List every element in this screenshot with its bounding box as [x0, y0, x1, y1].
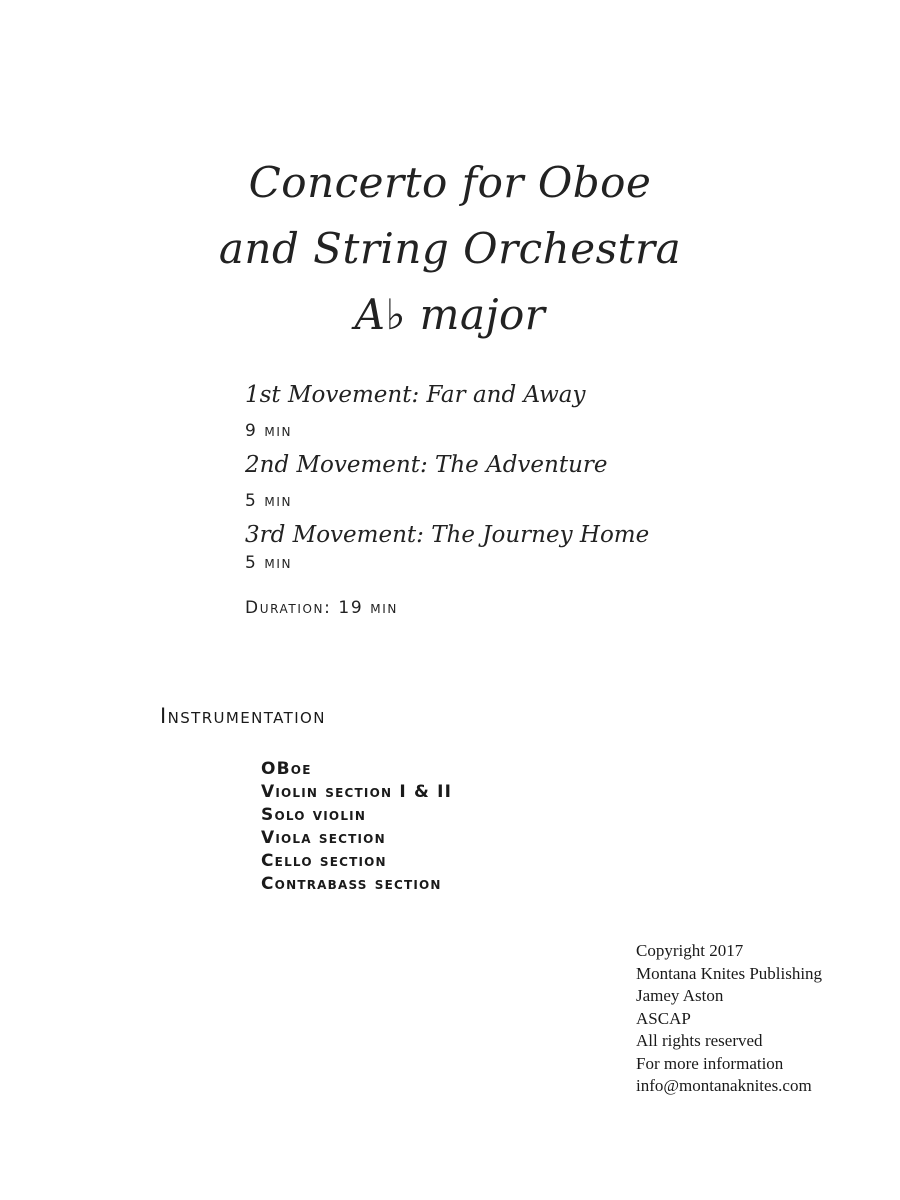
- movement-3-duration: 5 min: [245, 553, 293, 573]
- rights-organization: ASCAP: [636, 1008, 691, 1028]
- instrumentation-list: [261, 758, 452, 896]
- instrument-oboe: OBoe: [261, 759, 312, 779]
- copyright-block: [636, 940, 822, 1098]
- contact-email: info@montanaknites.com: [636, 1076, 812, 1095]
- movement-2-duration: 5 min: [245, 491, 293, 511]
- key-signature: A♭ major: [354, 290, 546, 339]
- instrument-solo-violin: Solo violin: [261, 805, 367, 825]
- title-line-2: and String Orchestra: [218, 224, 682, 273]
- publisher-name: Montana Knites Publishing: [636, 963, 823, 983]
- instrumentation-heading: Instrumentation: [160, 704, 326, 728]
- instrument-viola-section: Viola section: [261, 828, 386, 848]
- movement-1-duration: 9 min: [245, 421, 293, 441]
- rights-reserved: All rights reserved: [636, 1031, 763, 1050]
- composer-name: Jamey Aston: [636, 986, 724, 1005]
- movement-3-title: 3rd Movement: The Journey Home: [245, 522, 650, 548]
- title-block: [0, 150, 900, 348]
- total-duration: Duration: 19 min: [245, 598, 398, 618]
- copyright-year: Copyright 2017: [636, 941, 744, 960]
- info-label: For more information: [636, 1053, 784, 1073]
- movement-1-title: 1st Movement: Far and Away: [245, 382, 586, 408]
- instrument-contrabass-section: Contrabass section: [261, 874, 442, 894]
- title-line-1: Concerto for Oboe: [248, 158, 652, 207]
- instrument-cello-section: Cello section: [261, 851, 387, 871]
- movement-2-title: 2nd Movement: The Adventure: [245, 452, 608, 478]
- instrument-violin-section: Violin section I & II: [261, 782, 453, 802]
